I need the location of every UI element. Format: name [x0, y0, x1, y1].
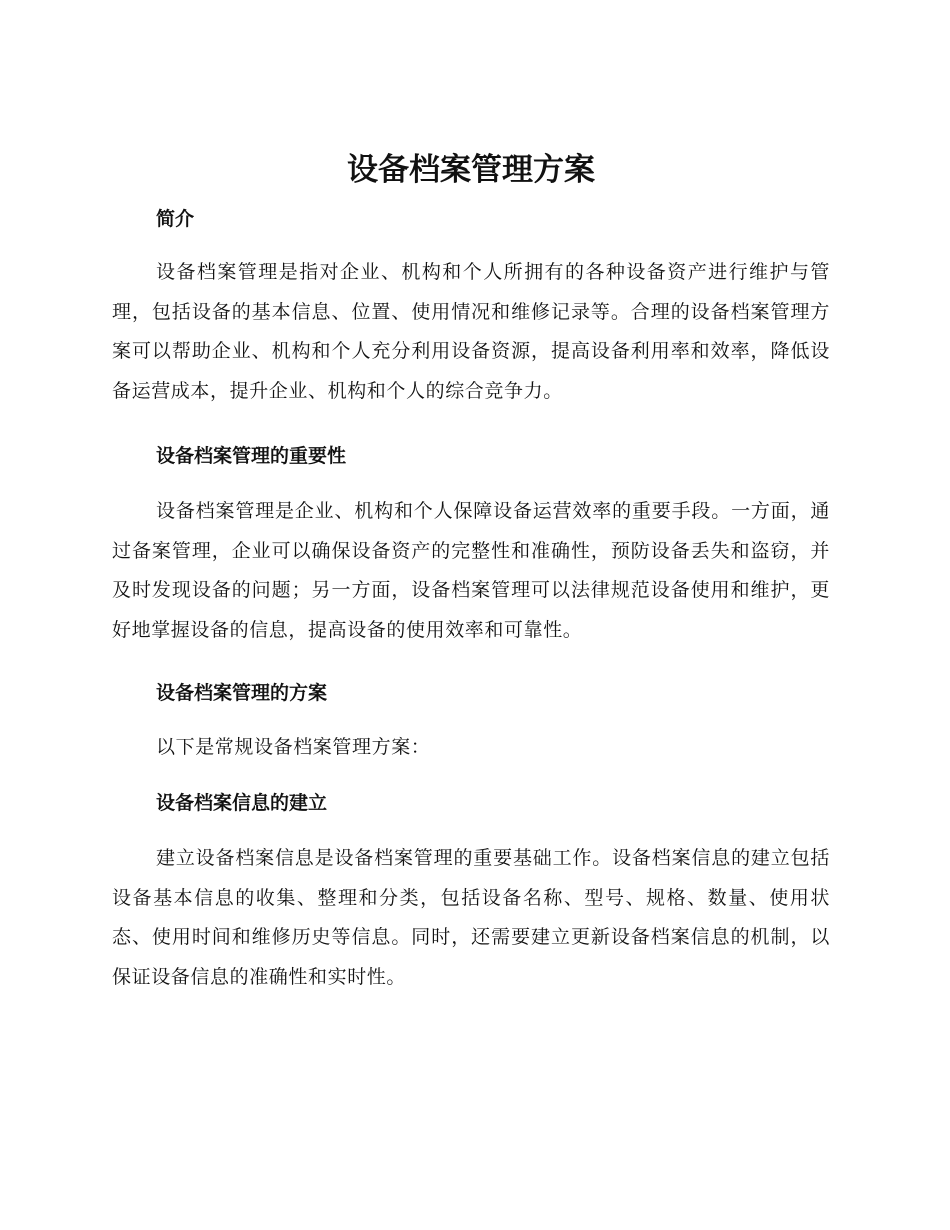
section-heading-establishment: 设备档案信息的建立 — [156, 792, 328, 814]
section-heading-plan: 设备档案管理的方案 — [156, 682, 328, 704]
section-paragraph-intro: 设备档案管理是指对企业、机构和个人所拥有的各种设备资产进行维护与管理，包括设备的基本信息、位置、使用情况和维修记录等。合理的设备档案管理方案可以帮助企业、机构和个人充分利用设备资源，提高设备利用率和效率，降低设备运营成本，提升企业、机构和个人的综合竞争力。 — [112, 261, 830, 403]
document-title: 设备档案管理方案 — [347, 152, 595, 188]
section-heading-intro: 简介 — [156, 208, 195, 230]
section-paragraph-importance: 设备档案管理是企业、机构和个人保障设备运营效率的重要手段。一方面，通过备案管理，企业可以确保设备资产的完整性和准确性，预防设备丢失和盗窃，并及时发现设备的问题；另一方面，设备档案管理可以法律规范设备使用和维护，更好地掌握设备的信息，提高设备的使用效率和可靠性。 — [112, 500, 830, 642]
section-paragraph-establishment: 建立设备档案信息是设备档案管理的重要基础工作。设备档案信息的建立包括设备基本信息的收集、整理和分类，包括设备名称、型号、规格、数量、使用状态、使用时间和维修历史等信息。同时，还需要建立更新设备档案信息的机制，以保证设备信息的准确性和实时性。 — [112, 847, 830, 989]
section-heading-importance: 设备档案管理的重要性 — [156, 445, 347, 467]
section-paragraph-plan: 以下是常规设备档案管理方案： — [156, 736, 431, 758]
